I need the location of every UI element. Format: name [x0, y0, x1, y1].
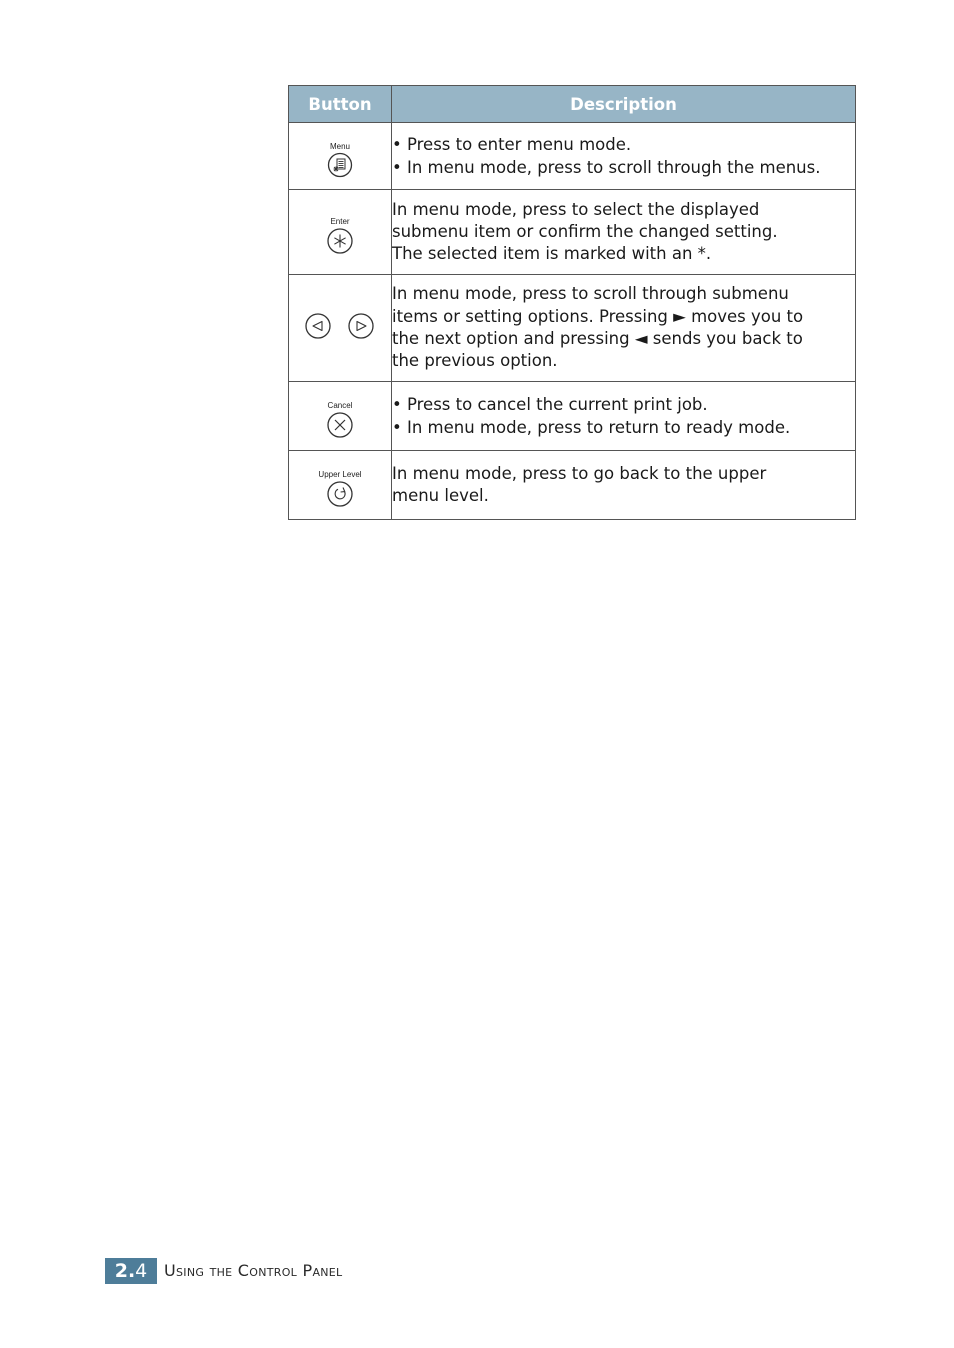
description-line: The selected item is marked with an *. [392, 244, 712, 264]
description-line: In menu mode, press to scroll through submenu [392, 284, 789, 304]
menu-button-icon [327, 142, 353, 178]
icon-cell [289, 451, 392, 520]
icon-cell [289, 382, 392, 451]
table-row [289, 382, 856, 451]
description-line: the next option and pressing ◄ sends you back to [392, 329, 803, 348]
chapter-number: 2. [114, 1260, 136, 1282]
description-cell [392, 275, 856, 382]
description-line: items or setting options. Pressing ► moves you to [392, 306, 804, 326]
description-cell [392, 190, 856, 275]
cancel-button-label: Cancel [327, 401, 353, 410]
description-line: the previous option. [392, 351, 558, 371]
right-arrow-icon [349, 314, 373, 338]
page-number-badge [105, 1258, 157, 1284]
table-row [289, 275, 856, 382]
left-arrow-icon [306, 314, 330, 338]
table-row [289, 123, 856, 190]
enter-button-icon [326, 217, 354, 255]
list-item: • Press to enter menu mode. [392, 135, 632, 154]
description-cell [392, 123, 856, 190]
description-line: menu level. [392, 486, 489, 505]
header-button: Button [289, 86, 392, 123]
cancel-button-icon [326, 401, 354, 439]
description-cell [392, 451, 856, 520]
list-item: • In menu mode, press to scroll through the menus. [392, 158, 821, 177]
description-line: In menu mode, press to select the displayed [392, 199, 760, 219]
enter-button-label: Enter [330, 217, 350, 226]
upper-level-button-icon [318, 470, 361, 508]
description-cell [392, 382, 856, 451]
list-item: • Press to cancel the current print job. [392, 395, 708, 414]
icon-cell [289, 275, 392, 382]
scroll-arrow-buttons-icon [304, 312, 376, 340]
icon-cell [289, 123, 392, 190]
table-row [289, 451, 856, 520]
list-item: • In menu mode, press to return to ready mode. [392, 418, 791, 437]
section-title: Using the Control Panel [164, 1261, 343, 1280]
table-row [289, 190, 856, 275]
button-description-table [288, 85, 856, 520]
description-line: submenu item or confirm the changed setting. [392, 221, 778, 241]
icon-cell [289, 190, 392, 275]
page-number: 4 [135, 1260, 148, 1282]
table-header-row [289, 86, 856, 123]
upper-level-button-label: Upper Level [318, 470, 362, 479]
description-line: In menu mode, press to go back to the upper [392, 463, 767, 483]
menu-button-label: Menu [329, 142, 350, 151]
header-description: Description [392, 86, 856, 123]
